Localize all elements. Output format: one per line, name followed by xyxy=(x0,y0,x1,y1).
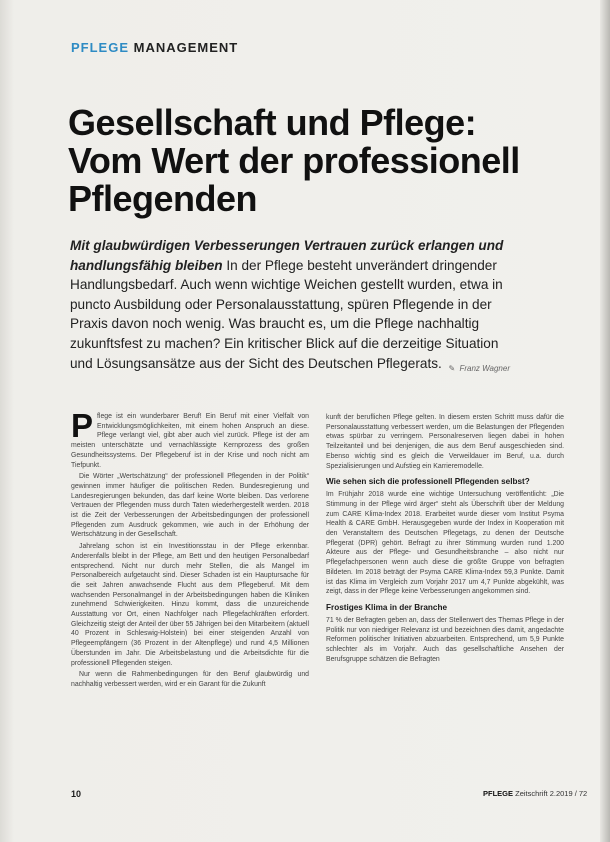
headline-line-1: Gesellschaft und Pflege: xyxy=(68,102,477,143)
drop-cap: P xyxy=(71,407,94,444)
footer-brand: PFLEGE xyxy=(483,789,514,798)
body-column-left xyxy=(71,407,309,692)
body-paragraph: Die Wörter „Wertschätzung“ der professionell Pflegenden in der Politik“ gewinnen immer häufiger die politischen Reden. Bundesregierung und Landesregierungen bekunden, das darf keine Worte bleiben. Das verlorene Vertrauen der Pflegenden muss durch Taten wiederhergestellt werden. 2018 ist die Zeit der Verbesserungen der Arbeitsbedingungen der professionell Pflegenden zum Ausdruck gekommen, wie auch in der Erhöhung der Wertschätzung in der Gesellschaft. xyxy=(71,473,309,539)
footer-publication xyxy=(483,789,587,798)
article-headline xyxy=(68,104,528,218)
byline xyxy=(449,359,510,379)
headline-line-2: Vom Wert der professionell xyxy=(68,140,520,181)
byline-author: Franz Wagner xyxy=(459,363,510,373)
body-paragraph: 71 % der Befragten geben an, dass der Stellenwert des Themas Pflege in der Politik nur von niedriger Relevanz ist und bezeichnen dies damit, angedachte Reformen politischer Initiativen abzuarbeiten. Entsprechend, um 5,9 Punkte schlechter als im Vorjahr. Auch das gesellschaftliche Ansehen der Berufsgruppe schätzen die Befragten xyxy=(326,616,564,663)
section-label-rest: MANAGEMENT xyxy=(133,40,239,55)
page-fold-shadow xyxy=(600,0,610,842)
paragraph-text: flege ist ein wunderbarer Beruf! Ein Beruf mit einer Vielfalt von Entwicklungsmöglichkeiten, mit einem hohen Anspruch an diese. Pflege verlangt viel, gibt aber auch viel zurück. Pflege ist der am meisten unterschätzte und vernachlässigte Kernprozess des großen Gesundheitssystems. Der Pflegeberuf ist in der Krise und noch nicht am Tiefpunkt. xyxy=(71,413,309,469)
body-paragraph: Nur wenn die Rahmenbedingungen für den Beruf glaubwürdig und nachhaltig verbessert werden, wird er ein Garant für die Zukunft xyxy=(71,671,309,688)
body-paragraph: kunft der beruflichen Pflege gelten. In diesem ersten Schritt muss dafür die Personalausstattung verbessert werden, um die Belastungen der Pflegenden etwas spürbar zu verringern. Personalreserven liegen dabei in hohen Teilzeitanteil und bei denjenigen, die aus dem Beruf ausgeschieden sind. Ebenso wichtig sind es gleich die Verweildauer im Beruf, u.a. durch Spezialisierungen und Aufstieg ein Karrieremodelle. xyxy=(326,414,564,470)
pen-icon: ✎ xyxy=(448,363,456,373)
article-lead xyxy=(70,236,510,378)
footer-issue: Zeitschrift 2.2019 / 72 xyxy=(515,789,588,798)
subheading: Frostiges Klima in der Branche xyxy=(326,602,448,612)
body-paragraph: Im Frühjahr 2018 wurde eine wichtige Untersuchung veröffentlicht: „Die Stimmung in der Pflege wird ärger“ steht als Überschrift über der Meldung zum CARE Klima-Index 2018. Erarbeitet wurde dieser vom Institut Psyma Health & CARE GmbH. Herausgegeben wurde der Index in Kooperation mit den Veranstaltern des Deutschen Pflegetags, zu denen der Deutsche Pflegerat (DPR) gehört. Befragt zu ihrer Stimmung wurden rund 1.200 Akteure aus der Pflege- und Gesundheitsbranche – also nicht nur Pflegefachpersonen wenn auch diese die größte Gruppe von befragten Bildeten. Im 2018 beträgt der Psyma CARE Klima-Index 59,3 Punkte. Damit ist das Klima im Vergleich zum Vorjahr 2017 um 4,7 Punkte abgekühlt, was zeigt, dass in der Pflege keine Verbesserungen angekommen sind. xyxy=(326,491,564,596)
lead-body: In der Pflege besteht unverändert dringender Handlungsbedarf. Auch wenn wichtige Weichen gestellt wurden, etwa in puncto Ausbildung oder Personalausstattung, spüren Pflegende in der Praxis davon noch wenig. Was braucht es, um die Pflege nachhaltig zukunftsfest zu machen? Ein kritischer Blick auf die derzeitige Situation und Lösungsansätze aus der Sicht des Deutschen Pflegerats. xyxy=(70,257,503,371)
lead-intro: Mit glaubwürdigen Verbesserungen Vertrauen zurück erlangen und handlungsfähig bleiben xyxy=(70,238,504,273)
section-label xyxy=(71,40,238,55)
headline-line-3: Pflegenden xyxy=(68,178,258,219)
body-paragraph xyxy=(71,407,309,470)
subheading: Wie sehen sich die professionell Pflegenden selbst? xyxy=(326,477,530,487)
section-label-accent: PFLEGE xyxy=(71,40,130,55)
page-number: 10 xyxy=(71,789,82,799)
body-column-right xyxy=(326,413,564,666)
body-paragraph: Jahrelang schon ist ein Investitionsstau in der Pflege erkennbar. Anderenfalls bleibt in der Pflege, am Bett und den heutigen Personalbedarf entsprechend. Nicht nur durch mehr Stellen, die als Mangel im Personalbereich aufgetaucht sind. Dieser Schaden ist ein Hauptursache für die seit Jahren anwachsende Flucht aus dem Pflegeberuf. Mit dem wachsenden Personalmangel in der Arbeitsbedingungen haben die Kliniken zunehmend Schwierigkeiten. Hinzu kommt, dass die unzureichende Ausstattung vor Ort, einen Nachfolger nach Pflegefachkräften erfordert. Gleichzeitig steigt der Anteil der über 55 Jährigen bei den Mitarbeitern (aktuell 40 Prozent in Schleswig-Holstein) bei einer steigenden Anzahl von Pflegeempfängern (36 Prozent in der Altenpflege) und rund 4,5 Millionen Überstunden im Jahr. Die Arbeitsbelastung und die Arbeitsdichte für die professionell Pflegenden steigen. xyxy=(71,543,309,667)
